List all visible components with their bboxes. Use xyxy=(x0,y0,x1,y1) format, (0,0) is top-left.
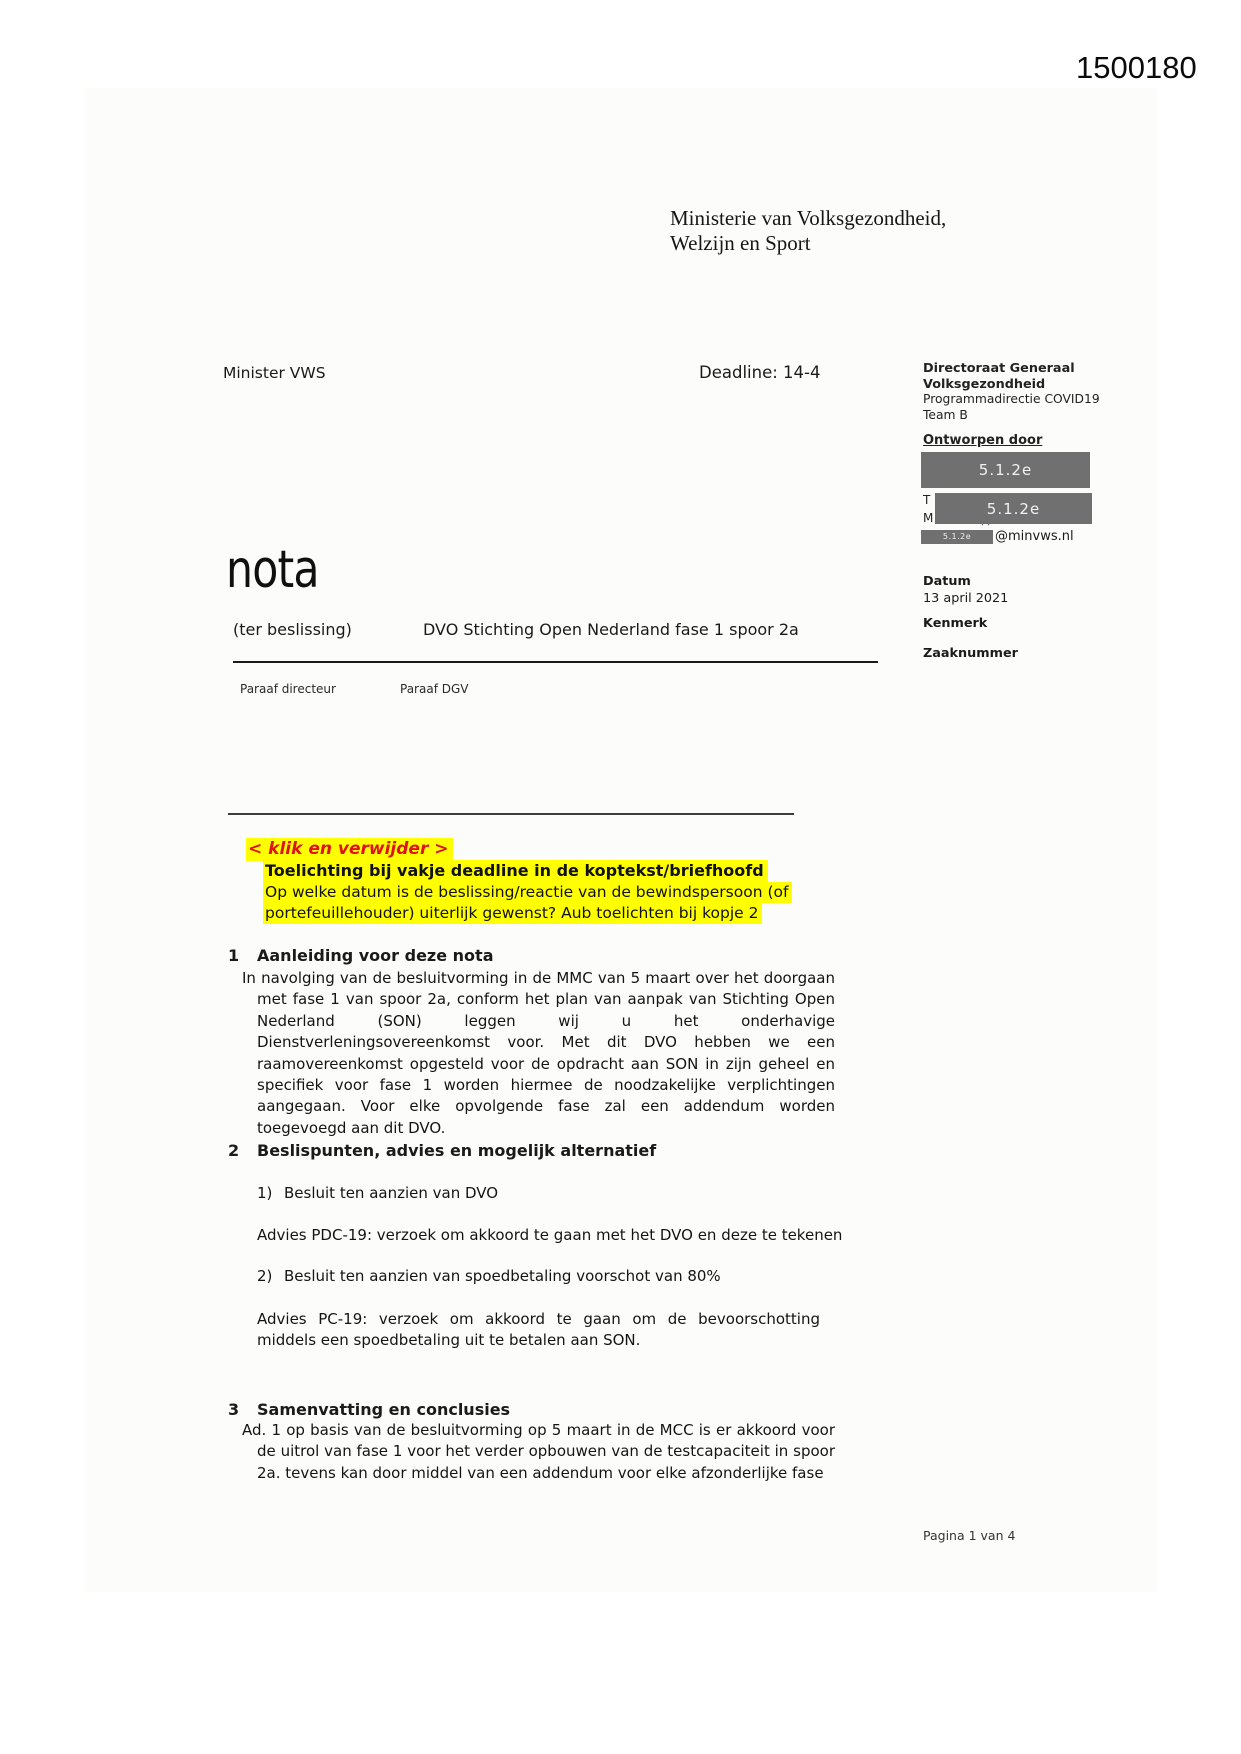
team-name: Team B xyxy=(923,407,968,422)
section-divider xyxy=(228,813,794,815)
directorate-line2: Volksgezondheid xyxy=(923,376,1046,392)
zaaknummer-label: Zaaknummer xyxy=(923,646,1018,661)
title-divider xyxy=(233,661,878,663)
decision-item-2-marker: 2) xyxy=(257,1267,273,1285)
highlight-note-click-remove xyxy=(246,838,453,861)
highlight-note-line2: Toelichting bij vakje deadline in de koptekst/briefhoofd xyxy=(263,860,768,882)
document-number: 1500180 xyxy=(1076,50,1197,85)
section3-body: Ad. 1 op basis van de besluitvorming op 5 maart in de MCC is er akkoord voor de uitrol van fase 1 voor het verder opbouwen van de testcapaciteit in spoor 2a. tevens kan door middel van een addendum voor elke afzonderlijke fase xyxy=(242,1421,835,1482)
decision-item-1 xyxy=(257,1184,498,1202)
highlight-note-heading xyxy=(263,860,768,882)
decision-item-1-marker: 1) xyxy=(257,1184,273,1202)
redaction-block-name xyxy=(921,452,1090,488)
sidebar-organisation xyxy=(923,361,1108,423)
ministry-name-line2: Welzijn en Sport xyxy=(670,231,811,255)
section3-number: 3 xyxy=(228,1400,240,1419)
redaction-code: 5.1.2e xyxy=(978,461,1033,479)
document-title: nota xyxy=(226,540,319,600)
decision-type: (ter beslissing) xyxy=(233,620,352,639)
mobile-label: M xyxy=(923,511,934,525)
redaction-block-phone xyxy=(935,493,1092,524)
section2-number: 2 xyxy=(228,1141,240,1160)
section1-body: In navolging van de besluitvorming in de MMC van 5 maart over het doorgaan met fase 1 van spoor 2a, conform het plan van aanpak van Stichting Open Nederland (SON) leggen wij u het onderhavige Dienstverleningsovereenkomst voor. Met dit DVO hebben we een raamovereenkomst opgesteld voor de opdracht aan SON in zijn geheel en specifiek voor fase 1 worden hiermee de noodzakelijke verplichtingen aangegaan. Voor elke opvolgende fase zal een addendum worden toegevoegd aan dit DVO. xyxy=(242,969,835,1137)
section2-heading: Beslispunten, advies en mogelijk alternatief xyxy=(257,1141,657,1160)
date-value: 13 april 2021 xyxy=(923,591,1009,606)
highlight-note-line1: < klik en verwijder > xyxy=(246,838,453,861)
advies-1: Advies PDC-19: verzoek om akkoord te gaan met het DVO en deze te tekenen xyxy=(257,1226,843,1244)
section2-heading-row xyxy=(228,1141,656,1160)
highlight-note-line3: Op welke datum is de beslissing/reactie van de bewindspersoon (of xyxy=(263,882,792,903)
highlight-note-body-line2 xyxy=(263,903,762,924)
email-domain: @minvws.nl xyxy=(995,529,1074,544)
date-field xyxy=(923,574,1008,606)
redaction-code: 5.1.2e xyxy=(986,499,1041,518)
decision-item-1-text: Besluit ten aanzien van DVO xyxy=(284,1184,499,1202)
section1-number: 1 xyxy=(228,946,240,965)
advies-2: Advies PC-19: verzoek om akkoord te gaan om de bevoorschotting middels een spoedbetaling uit te betalen aan SON. xyxy=(257,1310,820,1350)
ministry-name-line1: Ministerie van Volksgezondheid, xyxy=(670,206,947,230)
kenmerk-label: Kenmerk xyxy=(923,616,988,631)
page-number: Pagina 1 van 4 xyxy=(923,1528,1016,1543)
redaction-block-email xyxy=(921,530,993,544)
paraaf-directeur-label: Paraaf directeur xyxy=(240,682,336,696)
section1-heading-row xyxy=(228,946,493,965)
deadline: Deadline: 14-4 xyxy=(699,363,821,382)
section3-heading: Samenvatting en conclusies xyxy=(257,1400,511,1419)
highlight-note-body-line1 xyxy=(263,882,792,903)
decision-item-2-text: Besluit ten aanzien van spoedbetaling voorschot van 80% xyxy=(284,1267,721,1285)
sidebar-email-row xyxy=(921,529,1074,544)
directorate-line1: Directoraat Generaal xyxy=(923,361,1075,376)
designed-by-label: Ontworpen door xyxy=(923,433,1043,448)
date-label: Datum xyxy=(923,574,971,589)
decision-item-2 xyxy=(257,1267,721,1285)
redaction-code: 5.1.2e xyxy=(942,532,972,541)
ministry-letterhead xyxy=(670,206,946,256)
section1-heading: Aanleiding voor deze nota xyxy=(257,946,494,965)
phone-label: T xyxy=(923,493,931,507)
section3-heading-row xyxy=(228,1400,510,1419)
highlight-note-line4: portefeuillehouder) uiterlijk gewenst? Aub toelichten bij kopje 2 xyxy=(263,903,762,924)
addressee: Minister VWS xyxy=(223,364,326,382)
document-subject: DVO Stichting Open Nederland fase 1 spoor 2a xyxy=(423,620,799,639)
programme-name: Programmadirectie COVID19 xyxy=(923,392,1100,406)
paraaf-dgv-label: Paraaf DGV xyxy=(400,682,469,696)
sidebar-contact xyxy=(923,493,1093,529)
